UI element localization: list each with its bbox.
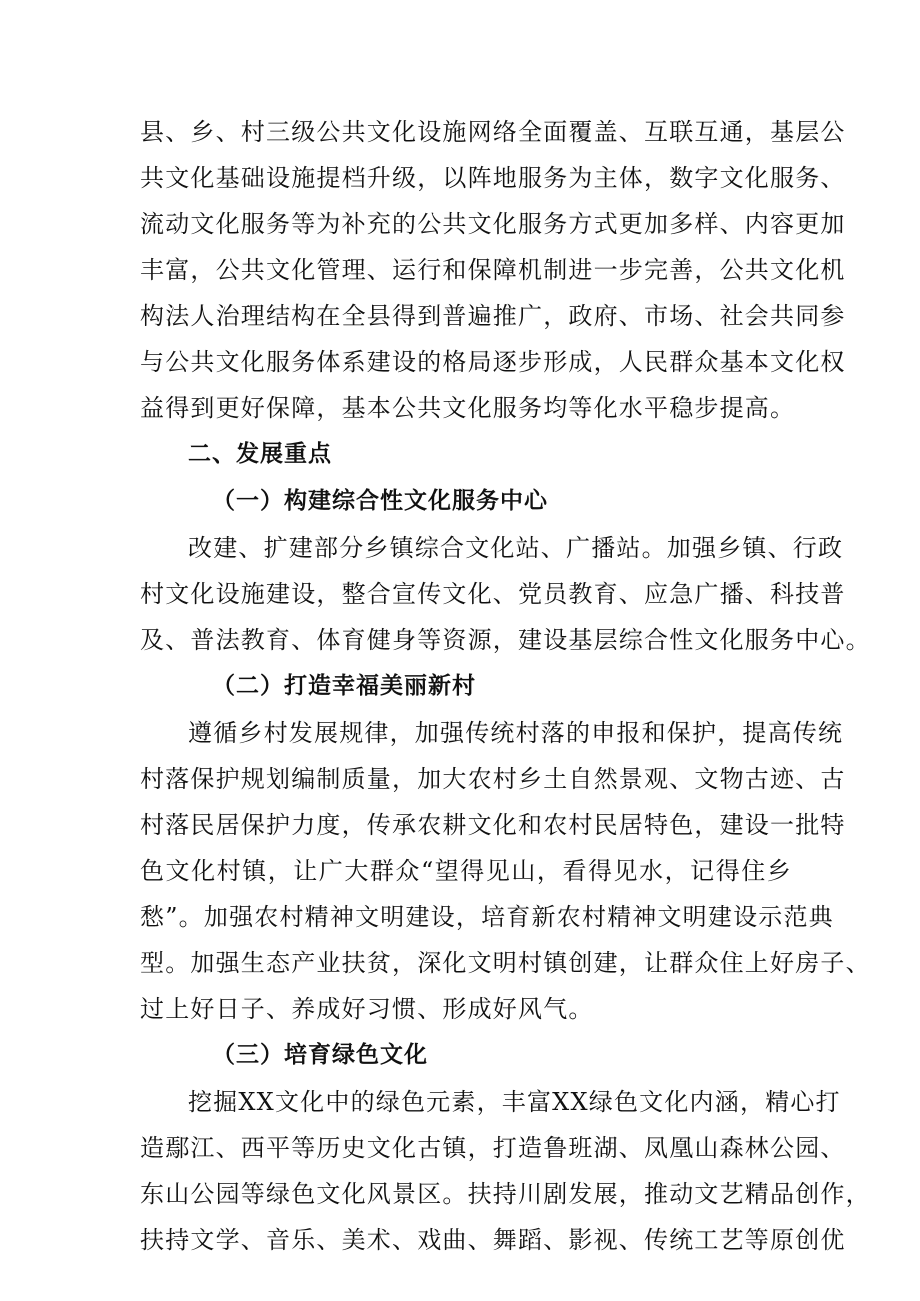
text-line: 东山公园等绿色文化风景区。扶持川剧发展，推动文艺精品创作， bbox=[140, 1180, 871, 1208]
subsection-2-paragraph bbox=[140, 710, 871, 1032]
subsection-3-paragraph bbox=[140, 1079, 871, 1263]
text-line: 构法人治理结构在全县得到普遍推广，政府、市场、社会共同参 bbox=[140, 302, 846, 330]
text-line: 共文化基础设施提档升级，以阵地服务为主体，数字文化服务、 bbox=[140, 164, 846, 192]
subsection-heading-2: （二）打造幸福美丽新村 bbox=[212, 673, 476, 699]
text-line: 愁”。加强农村精神文明建设，培育新农村精神文明建设示范典 bbox=[140, 903, 834, 931]
text-line: 丰富，公共文化管理、运行和保障机制进一步完善，公共文化机 bbox=[140, 256, 846, 284]
text-line: 型。加强生态产业扶贫，深化文明村镇创建，让群众住上好房子、 bbox=[140, 949, 871, 977]
text-line: 扶持文学、音乐、美术、戏曲、舞蹈、影视、传统工艺等原创优 bbox=[140, 1226, 846, 1254]
subsection-1-paragraph bbox=[140, 525, 871, 663]
text-line: 村文化设施建设，整合宣传文化、党员教育、应急广播、科技普 bbox=[140, 580, 846, 608]
text-line: 村落保护规划编制质量，加大农村乡土自然景观、文物古迹、古 bbox=[140, 765, 846, 793]
section-heading: 二、发展重点 bbox=[188, 441, 332, 467]
text-line: 及、普法教育、体育健身等资源，建设基层综合性文化服务中心。 bbox=[140, 626, 871, 654]
subsection-heading-1: （一）构建综合性文化服务中心 bbox=[212, 488, 548, 514]
text-line: 与公共文化服务体系建设的格局逐步形成，人民群众基本文化权 bbox=[140, 348, 846, 376]
text-line: 益得到更好保障，基本公共文化服务均等化水平稳步提高。 bbox=[140, 394, 796, 422]
document-body bbox=[140, 109, 871, 1263]
paragraph-1 bbox=[140, 109, 846, 431]
text-line: 遵循乡村发展规律，加强传统村落的申报和保护，提高传统 bbox=[188, 719, 844, 747]
subsection-heading-3: （三）培育绿色文化 bbox=[212, 1042, 428, 1068]
text-line: 造鄢江、西平等历史文化古镇，打造鲁班湖、凤凰山森林公园、 bbox=[140, 1134, 846, 1162]
text-line: 色文化村镇，让广大群众“望得见山，看得见水，记得住乡 bbox=[140, 857, 792, 885]
text-line: 改建、扩建部分乡镇综合文化站、广播站。加强乡镇、行政 bbox=[188, 534, 844, 562]
text-line: 挖掘XX文化中的绿色元素，丰富XX绿色文化内涵，精心打 bbox=[188, 1088, 841, 1116]
text-line: 县、乡、村三级公共文化设施网络全面覆盖、互联互通，基层公 bbox=[140, 118, 846, 146]
text-line: 流动文化服务等为补充的公共文化服务方式更加多样、内容更加 bbox=[140, 210, 846, 238]
text-line: 村落民居保护力度，传承农耕文化和农村民居特色，建设一批特 bbox=[140, 811, 846, 839]
text-line: 过上好日子、养成好习惯、形成好风气。 bbox=[140, 995, 594, 1023]
